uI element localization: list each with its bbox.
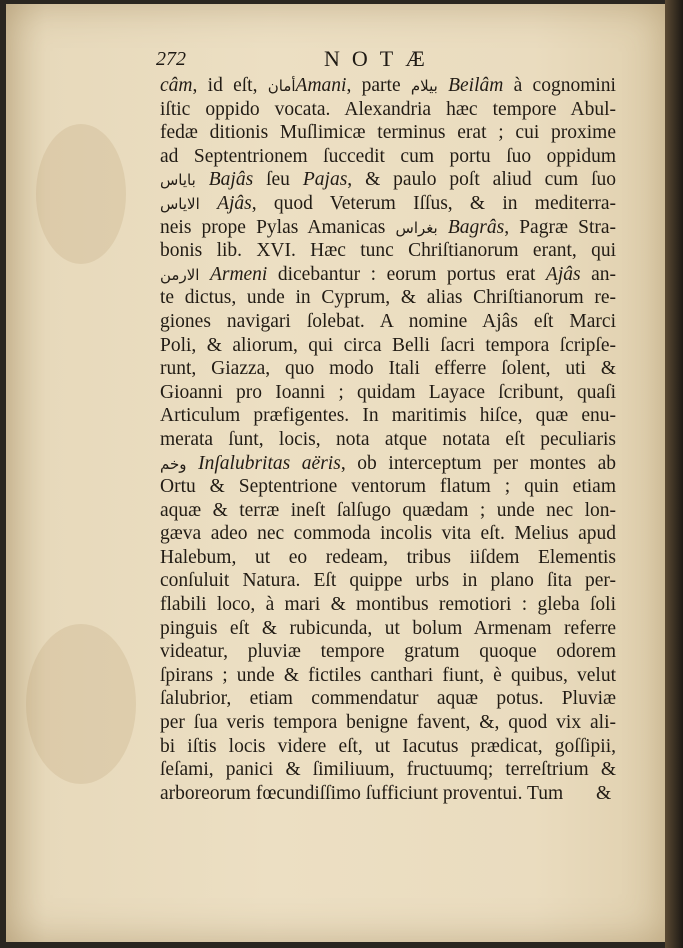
- italic-word: Amani: [295, 75, 347, 96]
- text-run: gæva adeo nec commoda incolis vita eſt. Melius apud: [160, 523, 616, 545]
- arabic-word: الارمن: [160, 265, 200, 284]
- text-line: [160, 522, 616, 546]
- text-line: [160, 475, 616, 499]
- text-line: [160, 381, 616, 405]
- text-run: merata ſunt, locis, nota atque notata eſt peculiaris: [160, 428, 616, 450]
- text-run: Halebum, ut eo redeam, tribus iiſdem Elementis: [160, 546, 616, 568]
- text-line: [160, 192, 616, 216]
- text-line: [160, 499, 616, 523]
- text-run: à cognomini: [503, 75, 616, 96]
- arabic-word: الاياس: [160, 194, 200, 213]
- text-line: [160, 121, 616, 145]
- text-line: [160, 428, 616, 452]
- text-line: [160, 98, 616, 122]
- arabic-word: باياس: [160, 171, 196, 190]
- text-run: ſpirans ; unde & fictiles canthari fiunt, è quibus, velut: [160, 664, 616, 686]
- text-line: [160, 357, 616, 381]
- paper-stain: [26, 624, 136, 784]
- italic-word: câm: [160, 75, 193, 96]
- body-text: [160, 74, 616, 805]
- text-line: [160, 239, 616, 263]
- text-run: [187, 453, 199, 474]
- text-run: ad Septentrionem ſuccedit cum portu ſuo oppidum: [160, 145, 616, 167]
- text-line: [160, 74, 616, 98]
- paper-stain: [36, 124, 126, 264]
- page-number: 272: [156, 48, 186, 70]
- text-run: pinguis eſt & rubicunda, ut bolum Armenam referre: [160, 617, 616, 639]
- italic-word: Inſalubritas aëris: [198, 452, 341, 474]
- text-run: [199, 264, 210, 285]
- italic-word: Ajâs: [217, 192, 252, 214]
- text-run: [438, 75, 448, 96]
- text-run: conſuluit Natura. Eſt quippe urbs in plano ſita per-: [160, 570, 616, 592]
- text-run: [200, 193, 217, 214]
- text-run: Poli, & aliorum, qui circa Belli ſacri tempora ſcripſe-: [160, 334, 616, 356]
- page-edge-shadow: [665, 0, 683, 948]
- text-run: , ob interceptum per montes ab: [340, 452, 616, 474]
- text-run: , & paulo poſt aliud cum ſuo: [347, 169, 617, 191]
- arabic-word: وخم: [160, 454, 187, 473]
- italic-word: Bagrâs: [447, 216, 505, 238]
- italic-word: Ajâs: [545, 263, 581, 285]
- text-run: per ſua veris tempora benigne favent, &, quod vix ali-: [160, 712, 616, 734]
- arabic-word: أمان: [267, 77, 296, 95]
- text-line: [160, 617, 616, 641]
- text-run: giones navigari ſolebat. A nomine Ajâs eſt Marci: [160, 310, 616, 332]
- italic-word: Armeni: [209, 263, 268, 285]
- text-line: [160, 452, 616, 476]
- arabic-word: بيلام: [410, 77, 438, 95]
- text-line: [160, 546, 616, 570]
- running-head-title: NOTÆ: [324, 46, 437, 71]
- text-line: [160, 263, 616, 287]
- text-line: [160, 711, 616, 735]
- text-run: bi iſtis locis videre eſt, ut Iacutus prædicat, goſſipii,: [160, 735, 616, 757]
- text-line: [160, 687, 616, 711]
- text-run: iſtic oppido vocata. Alexandria hæc tempore Abul-: [160, 98, 616, 120]
- text-run: neis prope Pylas Amanicas: [160, 216, 396, 238]
- text-line: [160, 145, 616, 169]
- text-run: videatur, pluviæ tempore gratum quoque odorem: [160, 641, 616, 663]
- text-run: Gioanni pro Ioanni ; quidam Layace ſcribunt, quaſi: [160, 381, 616, 403]
- italic-word: Beilâm: [448, 75, 504, 96]
- text-run: bonis lib. XVI. Hæc tunc Chriſtianorum erant, qui: [160, 240, 616, 262]
- text-run: [438, 217, 448, 238]
- text-line: [160, 310, 616, 334]
- text-run: runt, Giazza, quo modo Itali efferre ſolent, uti &: [160, 358, 616, 380]
- text-run: , Pagræ Stra-: [504, 216, 616, 238]
- text-run: te dictus, unde in Cyprum, & alias Chriſtianorum re-: [160, 287, 616, 309]
- text-run: Articulum præfigentes. In maritimis hiſce, quæ enu-: [160, 405, 616, 427]
- text-run: Ortu & Septentrione ventorum flatum ; quin etiam: [160, 476, 616, 498]
- text-run: , id eſt,: [192, 75, 268, 96]
- text-run: ſeſami, panici & ſimiliuum, fructuumq; terreſtrium &: [160, 759, 616, 781]
- text-run: , parte: [346, 75, 411, 96]
- text-line: [160, 758, 616, 782]
- text-line: [160, 286, 616, 310]
- text-line: [160, 569, 616, 593]
- text-line: [160, 334, 616, 358]
- text-line: [160, 168, 616, 192]
- text-run: dicebantur : eorum portus erat: [267, 263, 546, 285]
- text-line: [160, 404, 616, 428]
- text-line: [160, 593, 616, 617]
- text-run: ſeu: [253, 169, 303, 191]
- text-line: [160, 735, 616, 759]
- text-run: ſalubrior, etiam commendatur aquæ potus. Pluviæ: [160, 688, 616, 710]
- text-line: [160, 640, 616, 664]
- text-run: aquæ & terræ ineſt ſalſugo quædam ; unde nec lon-: [160, 499, 616, 521]
- text-line: [160, 664, 616, 688]
- arabic-word: بغراس: [395, 218, 438, 237]
- italic-word: Pajas: [302, 169, 348, 191]
- text-run: an-: [580, 263, 617, 285]
- catchword: &: [596, 783, 612, 804]
- italic-word: Bajâs: [208, 169, 254, 191]
- text-run: , quod Veterum Iſſus, & in mediterra-: [251, 192, 617, 214]
- text-run: arboreorum fœcundiſſimo ſufficiunt proventui. Tum: [160, 782, 564, 804]
- text-line: [160, 216, 616, 240]
- text-run: [196, 169, 209, 190]
- text-run: fedæ ditionis Muſlimicæ terminus erat ; cui proxime: [160, 122, 616, 144]
- text-line: [160, 782, 616, 806]
- text-run: flabili loco, à mari & montibus remotiori : gleba ſoli: [160, 594, 616, 616]
